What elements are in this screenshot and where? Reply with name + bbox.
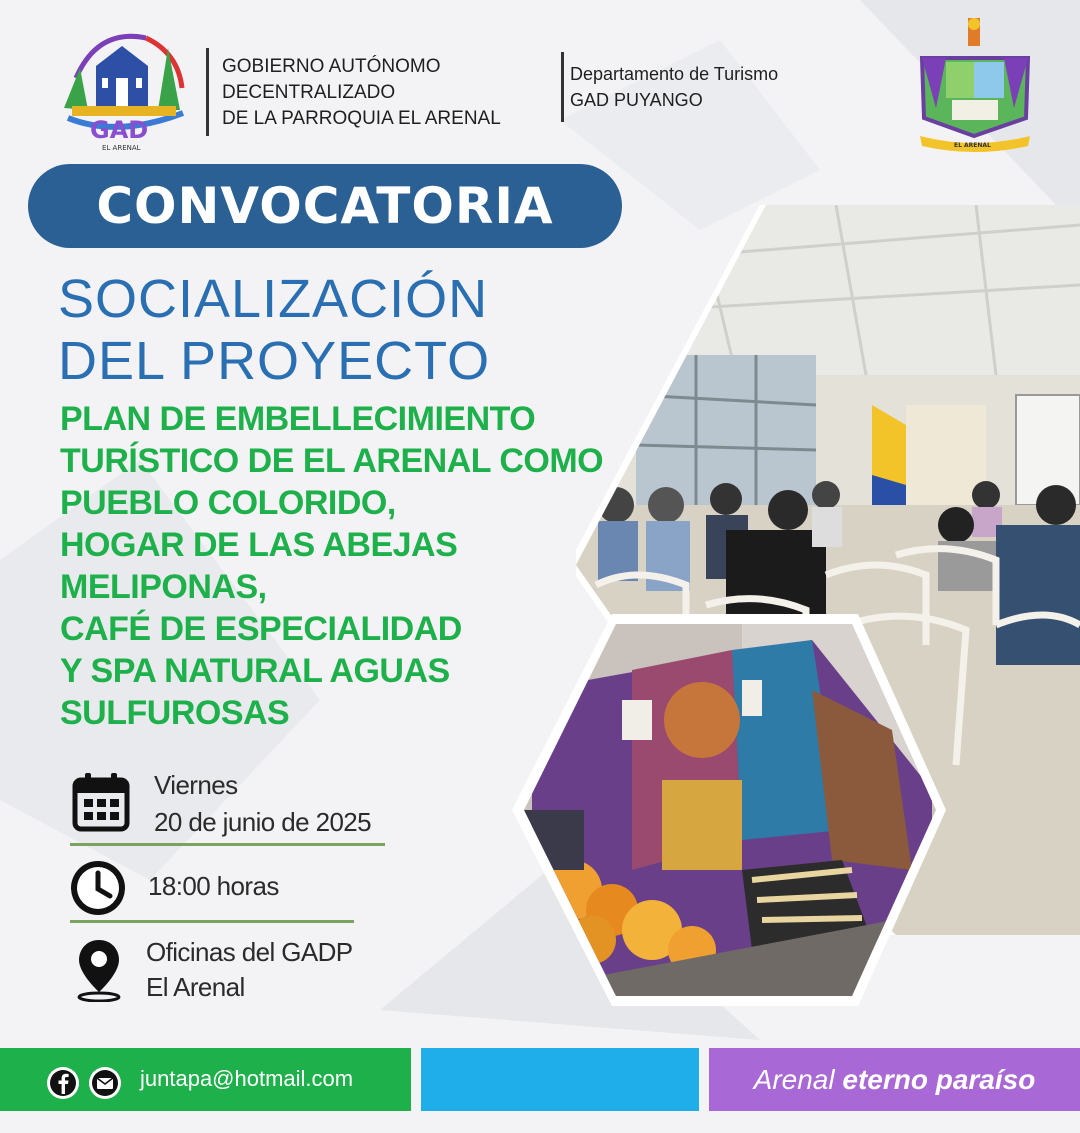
project-line: HOGAR DE LAS ABEJAS	[60, 526, 458, 564]
facebook-icon[interactable]	[46, 1066, 80, 1100]
mural-photo	[512, 610, 946, 1010]
subtitle-line-2: DEL PROYECTO	[58, 331, 491, 391]
calendar-icon	[72, 772, 130, 832]
subtitle	[58, 268, 490, 392]
org-line-1: GOBIERNO AUTÓNOMO	[222, 56, 441, 77]
divider-line	[70, 843, 385, 846]
dept-line-1: Departamento de Turismo	[570, 64, 779, 84]
footer-slogan-bar	[709, 1048, 1080, 1111]
header-divider	[561, 52, 564, 122]
department-name	[570, 61, 778, 113]
project-line: TURÍSTICO DE EL ARENAL COMO	[60, 442, 604, 480]
event-day: Viernes	[154, 770, 238, 800]
org-line-3: DE LA PARROQUIA EL ARENAL	[222, 108, 501, 129]
banner-label: CONVOCATORIA	[96, 177, 554, 235]
contact-email[interactable]: juntapa@hotmail.com	[140, 1066, 354, 1091]
gad-el-arenal-logo	[58, 18, 188, 153]
organization-name	[222, 54, 501, 132]
dept-line-2: GAD PUYANGO	[570, 90, 703, 110]
logo-subtext: EL ARENAL	[102, 144, 141, 152]
project-line: PUEBLO COLORIDO,	[60, 484, 396, 522]
subtitle-line-1: SOCIALIZACIÓN	[58, 269, 489, 329]
slogan-bold: eterno paraíso	[842, 1063, 1036, 1095]
slogan	[754, 1064, 1036, 1096]
project-line: SULFUROSAS	[60, 694, 290, 732]
slogan-plain: Arenal	[753, 1063, 835, 1095]
mail-icon[interactable]	[88, 1066, 122, 1100]
header-divider	[206, 48, 209, 136]
event-place-line-2: El Arenal	[146, 972, 245, 1002]
logo-text: GAD	[90, 116, 149, 144]
project-line: Y SPA NATURAL AGUAS	[60, 652, 450, 690]
divider-line	[70, 920, 354, 923]
crest-text: EL ARENAL	[954, 142, 991, 149]
convocatoria-banner	[28, 164, 622, 248]
footer-accent-bar	[421, 1048, 699, 1111]
project-line: MELIPONAS,	[60, 568, 267, 606]
event-date: 20 de junio de 2025	[154, 807, 372, 837]
event-place-line-1: Oficinas del GADP	[146, 937, 353, 967]
parish-crest	[916, 18, 1034, 153]
event-time: 18:00 horas	[148, 871, 279, 901]
project-line: CAFÉ DE ESPECIALIDAD	[60, 610, 462, 648]
project-line: PLAN DE EMBELLECIMIENTO	[60, 400, 536, 438]
clock-icon	[68, 858, 128, 918]
org-line-2: DECENTRALIZADO	[222, 82, 396, 103]
location-pin-icon	[74, 936, 124, 1002]
